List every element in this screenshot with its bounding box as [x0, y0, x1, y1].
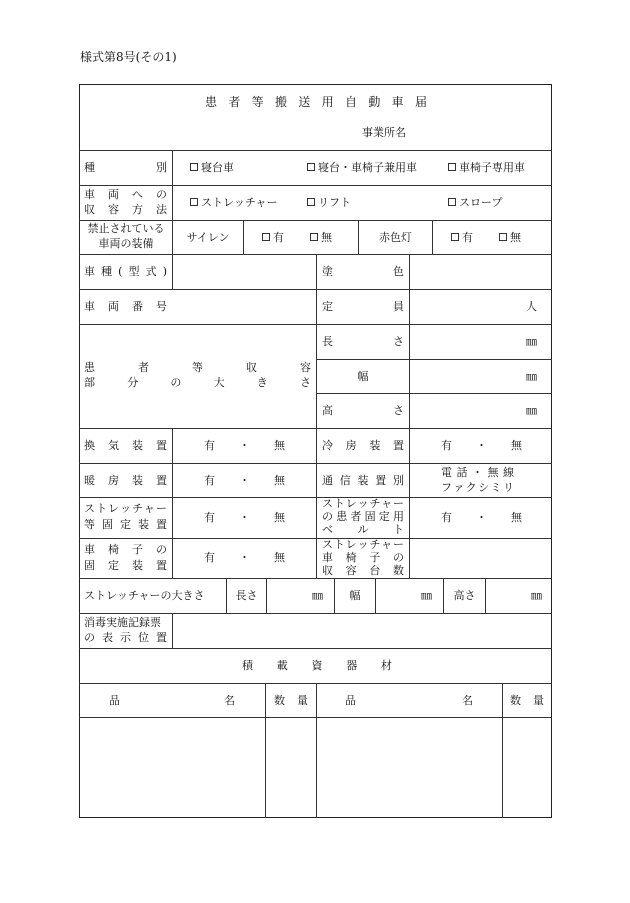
- checkbox-icon: [499, 233, 507, 241]
- wheelchair-fixing-label-2: 固定装置: [84, 559, 167, 572]
- option-stretcher[interactable]: ストレッチャー: [190, 196, 278, 209]
- cooling-label: 冷房装置: [322, 439, 404, 452]
- checkbox-icon: [448, 198, 456, 206]
- prohibited-equipment-label-2: 車両の装備: [98, 237, 154, 250]
- siren-yes[interactable]: 有: [262, 231, 284, 244]
- rule: [316, 254, 317, 578]
- vehicle-number-label: 車両番号: [84, 300, 167, 313]
- disinfection-record-label-1: 消毒実施記録票: [84, 616, 161, 629]
- quantity-header-left: 数量: [274, 694, 308, 707]
- checkbox-icon: [448, 163, 456, 171]
- stretcher-size-label: ストレッチャーの大きさ: [84, 589, 205, 602]
- ventilation-value[interactable]: 有・無: [204, 439, 285, 452]
- communication-label: 通信装置別: [322, 474, 404, 487]
- storage-count-label-3: 収容台数: [322, 564, 404, 577]
- patient-belt-label-3: ベルト: [322, 523, 404, 536]
- patient-space-label-1: 患者等収容: [84, 361, 311, 374]
- rule: [243, 220, 244, 254]
- storage-count-label-1: ストレッチャー: [322, 538, 404, 551]
- checkbox-icon: [190, 163, 198, 171]
- option-slope[interactable]: スロープ: [448, 196, 502, 209]
- communication-phone-radio[interactable]: 電話・無線: [441, 466, 514, 479]
- stretcher-fixing-label-1: ストレッチャー: [84, 502, 167, 515]
- form-title: 患者等搬送用自動車届: [205, 95, 427, 109]
- height-label: 高さ: [322, 404, 404, 417]
- stretcher-fixing-value[interactable]: 有・無: [204, 511, 285, 524]
- width-unit: ㎜: [526, 370, 537, 383]
- red-light-yes[interactable]: 有: [451, 231, 473, 244]
- wheelchair-fixing-label-1: 車椅子の: [84, 543, 167, 556]
- cooling-value[interactable]: 有・無: [441, 439, 522, 452]
- vehicle-type-label: 種別: [84, 161, 167, 174]
- rule: [172, 428, 173, 578]
- siren-label: サイレン: [186, 231, 230, 244]
- length-unit: ㎜: [526, 335, 537, 348]
- storage-method-label-2: 収容方法: [84, 203, 167, 216]
- rule: [79, 613, 552, 614]
- patient-belt-label-1: ストレッチャー: [322, 497, 404, 510]
- rule: [502, 683, 503, 818]
- rule: [79, 648, 552, 649]
- item-name-header-right: 品名: [345, 694, 473, 707]
- quantity-header-right: 数量: [510, 694, 544, 707]
- checkbox-icon: [310, 233, 318, 241]
- siren-no[interactable]: 無: [310, 231, 332, 244]
- option-wheelchair-vehicle[interactable]: 車椅子専用車: [448, 161, 525, 174]
- rule: [79, 220, 552, 221]
- capacity-label: 定員: [322, 300, 404, 313]
- communication-fax[interactable]: ファクシミリ: [441, 481, 514, 494]
- form-number: 様式第8号(その1): [80, 50, 177, 64]
- rule: [79, 578, 552, 579]
- option-stretcher-vehicle[interactable]: 寝台車: [190, 161, 234, 174]
- stretcher-length-label: 長さ: [235, 589, 258, 602]
- office-name-field[interactable]: [420, 124, 538, 141]
- storage-count-label-2: 車椅子の: [322, 551, 404, 564]
- option-stretcher-wheelchair-vehicle[interactable]: 寝台・車椅子兼用車: [307, 161, 417, 174]
- checkbox-icon: [451, 233, 459, 241]
- rule: [79, 150, 552, 151]
- storage-method-label-1: 車両への: [84, 188, 167, 201]
- checkbox-icon: [307, 163, 315, 171]
- office-name-label: 事業所名: [362, 126, 406, 139]
- width-label: 幅: [357, 370, 369, 383]
- red-light-label: 赤色灯: [379, 231, 412, 244]
- rule: [79, 185, 552, 186]
- checkbox-icon: [190, 198, 198, 206]
- heating-label: 暖房装置: [84, 474, 167, 487]
- rule: [172, 613, 173, 648]
- stretcher-width-label: 幅: [349, 589, 361, 602]
- patient-space-label-2: 部分の大きさ: [84, 376, 311, 389]
- checkbox-icon: [262, 233, 270, 241]
- length-label: 長さ: [322, 335, 404, 348]
- paint-color-label: 塗色: [322, 265, 404, 278]
- stretcher-length-unit: ㎜: [312, 589, 323, 602]
- rule: [265, 683, 266, 818]
- capacity-unit: 人: [526, 300, 537, 313]
- disinfection-record-label-2: の表示位置: [84, 631, 167, 644]
- rule: [316, 359, 552, 360]
- rule: [316, 683, 317, 818]
- checkbox-icon: [307, 198, 315, 206]
- stretcher-height-label: 高さ: [453, 589, 476, 602]
- loaded-equipment-title: 積載資器材: [242, 659, 392, 672]
- rule: [432, 220, 433, 254]
- ventilation-label: 換気装置: [84, 439, 167, 452]
- wheelchair-fixing-value[interactable]: 有・無: [204, 551, 285, 564]
- patient-belt-label-2: の患者固定用: [322, 510, 404, 523]
- prohibited-equipment-label-1: 禁止されている: [87, 222, 165, 235]
- red-light-no[interactable]: 無: [499, 231, 521, 244]
- rule: [316, 393, 552, 394]
- patient-belt-value[interactable]: 有・無: [441, 511, 522, 524]
- height-unit: ㎜: [526, 404, 537, 417]
- rule: [172, 150, 173, 290]
- vehicle-model-label: 車種(型式): [84, 265, 167, 278]
- heating-value[interactable]: 有・無: [204, 474, 285, 487]
- stretcher-height-unit: ㎜: [531, 589, 542, 602]
- option-lift[interactable]: リフト: [307, 196, 351, 209]
- stretcher-width-unit: ㎜: [421, 589, 432, 602]
- item-name-header-left: 品名: [109, 694, 235, 707]
- stretcher-fixing-label-2: 等固定装置: [84, 518, 167, 531]
